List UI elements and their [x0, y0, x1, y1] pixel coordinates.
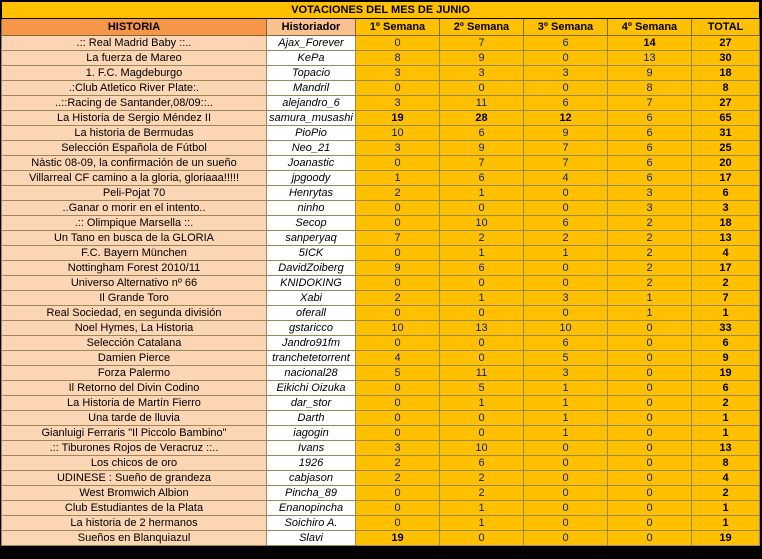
table-row: [2, 396, 760, 411]
cell-week-1: 3: [356, 141, 440, 156]
cell-week-2: 2: [440, 471, 524, 486]
cell-historia: Il Grande Toro: [2, 291, 267, 306]
cell-historiador: ninho: [267, 201, 356, 216]
table-row: [2, 231, 760, 246]
cell-historia: La Historia de Martín Fierro: [2, 396, 267, 411]
cell-week-3: 0: [524, 201, 608, 216]
cell-historiador: Eikichi Oizuka: [267, 381, 356, 396]
cell-week-2: 6: [440, 126, 524, 141]
cell-week-4: 6: [608, 156, 692, 171]
cell-historiador: iagogin: [267, 426, 356, 441]
cell-total: 1: [692, 411, 760, 426]
cell-week-3: 0: [524, 81, 608, 96]
cell-historia: Una tarde de lluvia: [2, 411, 267, 426]
cell-week-4: 3: [608, 186, 692, 201]
cell-week-1: 3: [356, 66, 440, 81]
cell-week-2: 9: [440, 141, 524, 156]
cell-historia: Il Retorno del Divin Codino: [2, 381, 267, 396]
cell-week-3: 6: [524, 36, 608, 51]
cell-total: 9: [692, 351, 760, 366]
cell-week-4: 0: [608, 426, 692, 441]
cell-week-1: 1: [356, 171, 440, 186]
cell-week-4: 8: [608, 81, 692, 96]
cell-total: 4: [692, 471, 760, 486]
cell-week-1: 0: [356, 201, 440, 216]
cell-historia: UDINESE : Sueño de grandeza: [2, 471, 267, 486]
cell-week-2: 11: [440, 366, 524, 381]
cell-week-1: 7: [356, 231, 440, 246]
cell-historia: .:: Olimpique Marsella ::.: [2, 216, 267, 231]
cell-total: 3: [692, 201, 760, 216]
cell-historiador: KePa: [267, 51, 356, 66]
cell-historiador: Ivans: [267, 441, 356, 456]
cell-week-2: 5: [440, 381, 524, 396]
cell-total: 6: [692, 336, 760, 351]
table-row: [2, 351, 760, 366]
header-week-1: 1º Semana: [356, 19, 440, 36]
cell-historiador: 1926: [267, 456, 356, 471]
cell-week-2: 7: [440, 36, 524, 51]
table-row: [2, 276, 760, 291]
cell-week-4: 0: [608, 411, 692, 426]
cell-week-4: 14: [608, 36, 692, 51]
cell-week-1: 2: [356, 186, 440, 201]
table-row: [2, 336, 760, 351]
cell-historiador: jpgoody: [267, 171, 356, 186]
header-week-2: 2º Semana: [440, 19, 524, 36]
cell-week-3: 0: [524, 441, 608, 456]
cell-week-1: 0: [356, 336, 440, 351]
cell-week-1: 8: [356, 51, 440, 66]
cell-week-1: 19: [356, 111, 440, 126]
cell-historiador: Henrytas: [267, 186, 356, 201]
table-row: [2, 531, 760, 546]
cell-week-4: 0: [608, 456, 692, 471]
cell-historiador: Jandro91fm: [267, 336, 356, 351]
cell-week-1: 0: [356, 276, 440, 291]
title-row: [2, 2, 760, 19]
cell-total: 1: [692, 426, 760, 441]
cell-historia: F.C. Bayern München: [2, 246, 267, 261]
cell-total: 27: [692, 36, 760, 51]
cell-total: 1: [692, 516, 760, 531]
cell-week-4: 2: [608, 276, 692, 291]
cell-week-3: 1: [524, 411, 608, 426]
cell-total: 1: [692, 501, 760, 516]
cell-total: 20: [692, 156, 760, 171]
cell-total: 33: [692, 321, 760, 336]
header-total: TOTAL: [692, 19, 760, 36]
cell-historia: Noel Hymes, La Historia: [2, 321, 267, 336]
cell-total: 2: [692, 396, 760, 411]
cell-week-2: 13: [440, 321, 524, 336]
cell-week-3: 4: [524, 171, 608, 186]
cell-total: 13: [692, 441, 760, 456]
cell-week-3: 0: [524, 276, 608, 291]
cell-total: 31: [692, 126, 760, 141]
cell-total: 27: [692, 96, 760, 111]
header-historiador: Historiador: [267, 19, 356, 36]
table-row: [2, 381, 760, 396]
cell-week-1: 19: [356, 531, 440, 546]
cell-historia: Club Estudiantes de la Plata: [2, 501, 267, 516]
cell-week-2: 1: [440, 246, 524, 261]
cell-historia: Nàstic 08-09, la confirmación de un sueño: [2, 156, 267, 171]
table-row: [2, 216, 760, 231]
cell-week-4: 6: [608, 111, 692, 126]
cell-historiador: gstaricco: [267, 321, 356, 336]
cell-week-3: 0: [524, 261, 608, 276]
cell-historiador: PioPio: [267, 126, 356, 141]
cell-week-1: 0: [356, 381, 440, 396]
cell-week-2: 0: [440, 351, 524, 366]
cell-historia: Selección Española de Fútbol: [2, 141, 267, 156]
cell-historia: Universo Alternativo nº 66: [2, 276, 267, 291]
cell-week-4: 0: [608, 351, 692, 366]
table-row: [2, 96, 760, 111]
cell-total: 17: [692, 261, 760, 276]
table-row: [2, 141, 760, 156]
cell-week-3: 7: [524, 156, 608, 171]
cell-historia: Sueños en Blanquiazul: [2, 531, 267, 546]
cell-week-1: 0: [356, 81, 440, 96]
cell-total: 18: [692, 66, 760, 81]
cell-week-2: 0: [440, 276, 524, 291]
header-row: [2, 19, 760, 36]
cell-week-2: 2: [440, 231, 524, 246]
table-row: [2, 486, 760, 501]
table-row: [2, 126, 760, 141]
cell-week-3: 0: [524, 51, 608, 66]
cell-historiador: tranchetetorrent: [267, 351, 356, 366]
cell-historia: ..Ganar o morir en el intento..: [2, 201, 267, 216]
table-row: [2, 501, 760, 516]
cell-week-1: 0: [356, 516, 440, 531]
cell-week-1: 0: [356, 486, 440, 501]
cell-week-3: 0: [524, 531, 608, 546]
table-row: [2, 186, 760, 201]
cell-historiador: Soichiro A.: [267, 516, 356, 531]
table-row: [2, 321, 760, 336]
cell-week-2: 0: [440, 426, 524, 441]
table-row: [2, 516, 760, 531]
cell-historia: Peli-Pojat 70: [2, 186, 267, 201]
cell-historiador: Ajax_Forever: [267, 36, 356, 51]
cell-week-3: 3: [524, 66, 608, 81]
cell-historiador: dar_stor: [267, 396, 356, 411]
cell-week-2: 7: [440, 156, 524, 171]
cell-week-2: 6: [440, 171, 524, 186]
cell-week-1: 5: [356, 366, 440, 381]
table-row: [2, 366, 760, 381]
cell-week-1: 2: [356, 456, 440, 471]
cell-historiador: sanperyaq: [267, 231, 356, 246]
cell-week-4: 13: [608, 51, 692, 66]
cell-week-1: 0: [356, 246, 440, 261]
cell-week-4: 0: [608, 486, 692, 501]
cell-week-3: 3: [524, 366, 608, 381]
cell-historia: .:Club Atletico River Plate:.: [2, 81, 267, 96]
cell-historiador: Xabi: [267, 291, 356, 306]
cell-week-1: 0: [356, 306, 440, 321]
cell-total: 2: [692, 486, 760, 501]
table-row: [2, 201, 760, 216]
cell-week-2: 0: [440, 81, 524, 96]
cell-historiador: Mandril: [267, 81, 356, 96]
cell-historiador: samura_musashi: [267, 111, 356, 126]
cell-week-4: 1: [608, 306, 692, 321]
cell-week-3: 12: [524, 111, 608, 126]
cell-week-1: 0: [356, 501, 440, 516]
cell-historia: Damien Pierce: [2, 351, 267, 366]
cell-total: 8: [692, 456, 760, 471]
cell-week-3: 6: [524, 336, 608, 351]
cell-total: 2: [692, 276, 760, 291]
cell-week-3: 1: [524, 396, 608, 411]
cell-historia: La Historia de Sergio Méndez II: [2, 111, 267, 126]
table-row: [2, 411, 760, 426]
cell-week-2: 11: [440, 96, 524, 111]
cell-week-3: 0: [524, 501, 608, 516]
cell-week-2: 10: [440, 216, 524, 231]
cell-week-1: 3: [356, 441, 440, 456]
cell-week-3: 1: [524, 381, 608, 396]
cell-total: 4: [692, 246, 760, 261]
table-row: [2, 81, 760, 96]
cell-week-1: 10: [356, 321, 440, 336]
cell-week-3: 10: [524, 321, 608, 336]
cell-historiador: DavidZoiberg: [267, 261, 356, 276]
cell-total: 19: [692, 366, 760, 381]
cell-total: 8: [692, 81, 760, 96]
cell-total: 6: [692, 381, 760, 396]
table-row: [2, 441, 760, 456]
cell-week-4: 6: [608, 171, 692, 186]
cell-week-3: 0: [524, 471, 608, 486]
sheet-title: VOTACIONES DEL MES DE JUNIO: [2, 2, 760, 19]
table-row: [2, 51, 760, 66]
cell-week-2: 9: [440, 51, 524, 66]
cell-week-3: 0: [524, 186, 608, 201]
cell-historia: 1. F.C. Magdeburgo: [2, 66, 267, 81]
cell-week-1: 0: [356, 36, 440, 51]
cell-week-2: 0: [440, 201, 524, 216]
cell-week-3: 1: [524, 426, 608, 441]
cell-week-1: 9: [356, 261, 440, 276]
cell-week-2: 0: [440, 336, 524, 351]
table-row: [2, 111, 760, 126]
table-row: [2, 156, 760, 171]
cell-week-1: 0: [356, 396, 440, 411]
cell-week-2: 1: [440, 501, 524, 516]
cell-historiador: KNIDOKING: [267, 276, 356, 291]
cell-week-4: 0: [608, 321, 692, 336]
cell-week-1: 0: [356, 411, 440, 426]
cell-total: 19: [692, 531, 760, 546]
cell-total: 30: [692, 51, 760, 66]
cell-week-3: 7: [524, 141, 608, 156]
cell-total: 13: [692, 231, 760, 246]
cell-historiador: nacional28: [267, 366, 356, 381]
cell-historiador: Pincha_89: [267, 486, 356, 501]
cell-week-3: 6: [524, 216, 608, 231]
cell-week-1: 2: [356, 291, 440, 306]
cell-week-4: 0: [608, 516, 692, 531]
cell-historiador: Joanastic: [267, 156, 356, 171]
cell-week-2: 6: [440, 261, 524, 276]
cell-week-4: 7: [608, 96, 692, 111]
cell-week-4: 6: [608, 126, 692, 141]
cell-week-4: 9: [608, 66, 692, 81]
cell-week-1: 0: [356, 156, 440, 171]
cell-historiador: Topacio: [267, 66, 356, 81]
header-historia: HISTORIA: [2, 19, 267, 36]
cell-historiador: alejandro_6: [267, 96, 356, 111]
cell-week-1: 10: [356, 126, 440, 141]
cell-week-2: 1: [440, 291, 524, 306]
cell-week-4: 0: [608, 336, 692, 351]
cell-week-2: 10: [440, 441, 524, 456]
cell-historia: La historia de Bermudas: [2, 126, 267, 141]
cell-week-3: 0: [524, 516, 608, 531]
cell-historia: ..::Racing de Santander,08/09::..: [2, 96, 267, 111]
cell-week-4: 2: [608, 231, 692, 246]
table-row: [2, 291, 760, 306]
cell-week-3: 1: [524, 246, 608, 261]
cell-historia: Gianluigi Ferraris "Il Piccolo Bambino": [2, 426, 267, 441]
table-row: [2, 36, 760, 51]
cell-historia: .:: Real Madrid Baby ::..: [2, 36, 267, 51]
cell-historiador: Secop: [267, 216, 356, 231]
cell-total: 18: [692, 216, 760, 231]
votes-table: [1, 1, 760, 546]
cell-week-3: 5: [524, 351, 608, 366]
header-week-4: 4º Semana: [608, 19, 692, 36]
cell-historia: West Bromwich Albion: [2, 486, 267, 501]
table-row: [2, 66, 760, 81]
cell-week-4: 0: [608, 381, 692, 396]
cell-week-1: 4: [356, 351, 440, 366]
cell-historiador: oferall: [267, 306, 356, 321]
cell-historia: Selección Catalana: [2, 336, 267, 351]
table-row: [2, 306, 760, 321]
cell-week-4: 0: [608, 501, 692, 516]
cell-total: 1: [692, 306, 760, 321]
cell-week-4: 2: [608, 216, 692, 231]
cell-week-4: 0: [608, 441, 692, 456]
cell-week-3: 0: [524, 306, 608, 321]
cell-historiador: Darth: [267, 411, 356, 426]
cell-week-4: 2: [608, 246, 692, 261]
cell-week-1: 0: [356, 216, 440, 231]
cell-week-2: 3: [440, 66, 524, 81]
cell-total: 25: [692, 141, 760, 156]
cell-week-3: 9: [524, 126, 608, 141]
table-row: [2, 456, 760, 471]
cell-week-4: 2: [608, 261, 692, 276]
cell-historia: Real Sociedad, en segunda división: [2, 306, 267, 321]
table-row: [2, 471, 760, 486]
cell-week-2: 1: [440, 186, 524, 201]
cell-week-2: 0: [440, 531, 524, 546]
cell-total: 65: [692, 111, 760, 126]
cell-historiador: Slavi: [267, 531, 356, 546]
table-row: [2, 261, 760, 276]
cell-week-2: 1: [440, 396, 524, 411]
cell-week-2: 6: [440, 456, 524, 471]
cell-total: 6: [692, 186, 760, 201]
cell-week-3: 3: [524, 291, 608, 306]
cell-historia: .:: Tiburones Rojos de Veracruz ::..: [2, 441, 267, 456]
cell-historiador: Enanopincha: [267, 501, 356, 516]
cell-week-4: 6: [608, 141, 692, 156]
cell-week-1: 2: [356, 471, 440, 486]
cell-historiador: Neo_21: [267, 141, 356, 156]
cell-week-3: 0: [524, 486, 608, 501]
cell-historia: Villarreal CF camino a la gloria, gloriaaa!!!!!: [2, 171, 267, 186]
cell-historia: Forza Palermo: [2, 366, 267, 381]
cell-week-4: 0: [608, 396, 692, 411]
cell-total: 7: [692, 291, 760, 306]
cell-week-3: 2: [524, 231, 608, 246]
table-row: [2, 246, 760, 261]
cell-week-1: 3: [356, 96, 440, 111]
cell-week-2: 2: [440, 486, 524, 501]
cell-week-4: 0: [608, 366, 692, 381]
cell-historiador: cabjason: [267, 471, 356, 486]
cell-week-4: 0: [608, 471, 692, 486]
cell-week-4: 3: [608, 201, 692, 216]
cell-historia: La fuerza de Mareo: [2, 51, 267, 66]
cell-historia: Nottingham Forest 2010/11: [2, 261, 267, 276]
cell-week-3: 6: [524, 96, 608, 111]
cell-historiador: 5ICK: [267, 246, 356, 261]
cell-week-2: 1: [440, 516, 524, 531]
cell-week-2: 0: [440, 411, 524, 426]
cell-week-3: 0: [524, 456, 608, 471]
cell-total: 17: [692, 171, 760, 186]
cell-week-2: 28: [440, 111, 524, 126]
cell-historia: La historia de 2 hermanos: [2, 516, 267, 531]
cell-week-4: 1: [608, 291, 692, 306]
table-row: [2, 426, 760, 441]
header-week-3: 3º Semana: [524, 19, 608, 36]
cell-historia: Los chicos de oro: [2, 456, 267, 471]
cell-week-2: 0: [440, 306, 524, 321]
table-row: [2, 171, 760, 186]
cell-week-1: 0: [356, 426, 440, 441]
cell-week-4: 0: [608, 531, 692, 546]
cell-historia: Un Tano en busca de la GLORIA: [2, 231, 267, 246]
